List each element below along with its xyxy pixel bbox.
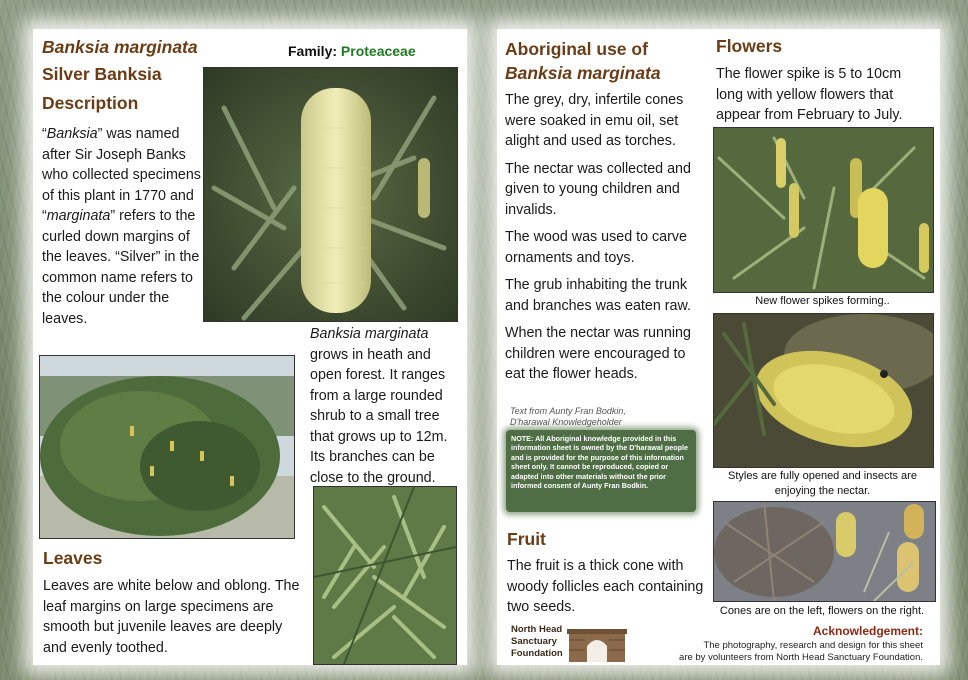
family-value: Proteaceae	[340, 43, 416, 59]
family-label: Family:	[288, 43, 338, 59]
flower-spike-photo	[203, 67, 458, 322]
aboriginal-heading-line2: Banksia marginata	[505, 63, 661, 83]
aboriginal-paragraph: The grey, dry, infertile cones were soaked in emu oil, set alight and used as torches.	[505, 92, 684, 149]
description-heading: Description	[42, 93, 139, 113]
species-title: Banksia marginata	[42, 37, 198, 57]
flowers-text: The flower spike is 5 to 10cm long with yellow flowers that appear from February to July.	[716, 66, 903, 123]
fruit-heading: Fruit	[507, 529, 546, 549]
aboriginal-use-text	[505, 90, 707, 392]
fruit-text: The fruit is a thick cone with woody follicles each containing two seeds.	[507, 558, 704, 615]
new-spikes-caption: New flower spikes forming..	[755, 295, 890, 307]
flowers-heading: Flowers	[716, 36, 783, 56]
open-styles-caption: Styles are fully opened and insects are enjoying the nectar.	[728, 470, 917, 497]
flower-spike-image	[204, 68, 457, 321]
leaves-photo	[313, 486, 457, 665]
open-styles-photo	[713, 313, 934, 468]
leaves-text: Leaves are white below and oblong. The leaf margins on large specimens are smooth but juvenile leaves are deeply and evenly toothed.	[43, 578, 300, 656]
cones-image	[714, 502, 935, 601]
text-credit: Text from Aunty Fran Bodkin, D'harawal Knowledgeholder	[510, 406, 626, 427]
habitat-text: Banksia marginata grows in heath and open forest. It ranges from a large rounded shrub to a small tree that grows up to 12m. Its branches can be close to the ground.	[310, 326, 448, 486]
ack-heading: Acknowledgement:	[812, 624, 923, 638]
aboriginal-paragraph: The wood was used to carve ornaments and toys.	[505, 229, 687, 266]
aboriginal-use-heading	[505, 38, 661, 84]
aboriginal-paragraph: The nectar was collected and given to young children and invalids.	[505, 160, 691, 218]
ack-line1: The photography, research and design for this sheet	[703, 640, 923, 651]
new-spikes-photo	[713, 127, 934, 293]
aboriginal-heading-line1: Aboriginal use of	[505, 39, 648, 59]
cones-photo	[713, 501, 936, 602]
common-name: Silver Banksia	[42, 64, 162, 84]
foundation-logo: North Head Sanctuary Foundation	[511, 624, 563, 659]
open-styles-image	[714, 314, 933, 467]
copyright-note: NOTE: All Aboriginal knowledge provided in this information sheet is owned by the D'harawal people and is provided for the purpose of this information sheet only. It cannot be reproduced, copied or adapted into other materials without the prior informed consent of Aunty Fran Bodkin.	[506, 430, 696, 512]
description-text: “Banksia” was named after Sir Joseph Banks who collected specimens of this plant in 1770 and “marginata” refers to the curled down margins of the leaves. “Silver” in the common name refers to the colour under the leaves.	[42, 126, 201, 327]
family-line	[288, 43, 416, 59]
new-spikes-image	[714, 128, 933, 292]
acknowledgement	[655, 624, 923, 664]
shrub-image	[40, 356, 294, 538]
cones-caption: Cones are on the left, flowers on the right.	[719, 605, 925, 617]
shrub-photo	[39, 355, 295, 539]
aboriginal-paragraph: The grub inhabiting the trunk and branches was eaten raw.	[505, 277, 691, 314]
gate-logo-icon	[567, 626, 627, 662]
ack-line2: are by volunteers from North Head Sanctuary Foundation.	[679, 652, 923, 663]
aboriginal-paragraph: When the nectar was running children were encouraged to eat the flower heads.	[505, 325, 691, 382]
leaves-image	[314, 487, 456, 664]
leaves-heading: Leaves	[43, 548, 103, 568]
